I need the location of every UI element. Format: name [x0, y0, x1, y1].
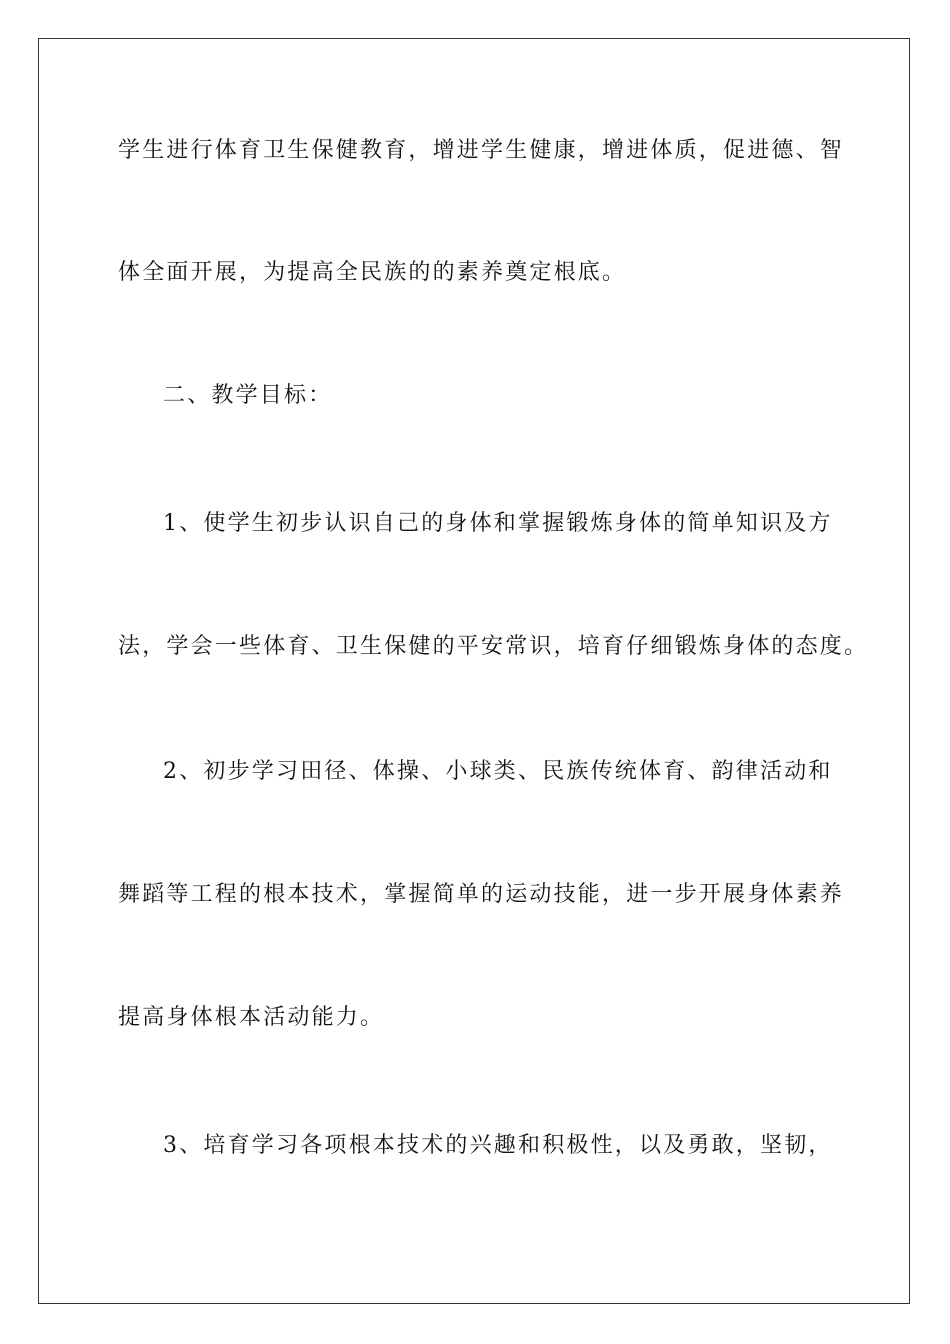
section-heading: 二、教学目标： — [163, 383, 333, 408]
paragraph-line: 体全面开展，为提高全民族的的素养奠定根底。 — [118, 260, 627, 285]
list-item-line: 舞蹈等工程的根本技术，掌握简单的运动技能，进一步开展身体素养 — [118, 882, 845, 907]
page-border — [38, 38, 910, 1304]
list-item-line: 提高身体根本活动能力。 — [118, 1005, 385, 1030]
paragraph-line: 学生进行体育卫生保健教育，增进学生健康，增进体质，促进德、智 — [118, 138, 845, 163]
list-item-line: 2、初步学习田径、体操、小球类、民族传统体育、韵律活动和 — [163, 759, 833, 784]
list-item-line: 3、培育学习各项根本技术的兴趣和积极性，以及勇敢，坚韧， — [163, 1133, 833, 1158]
list-item-line: 1、使学生初步认识自己的身体和掌握锻炼身体的简单知识及方 — [163, 511, 833, 536]
list-item-line: 法，学会一些体育、卫生保健的平安常识，培育仔细锻炼身体的态度。 — [118, 634, 869, 659]
